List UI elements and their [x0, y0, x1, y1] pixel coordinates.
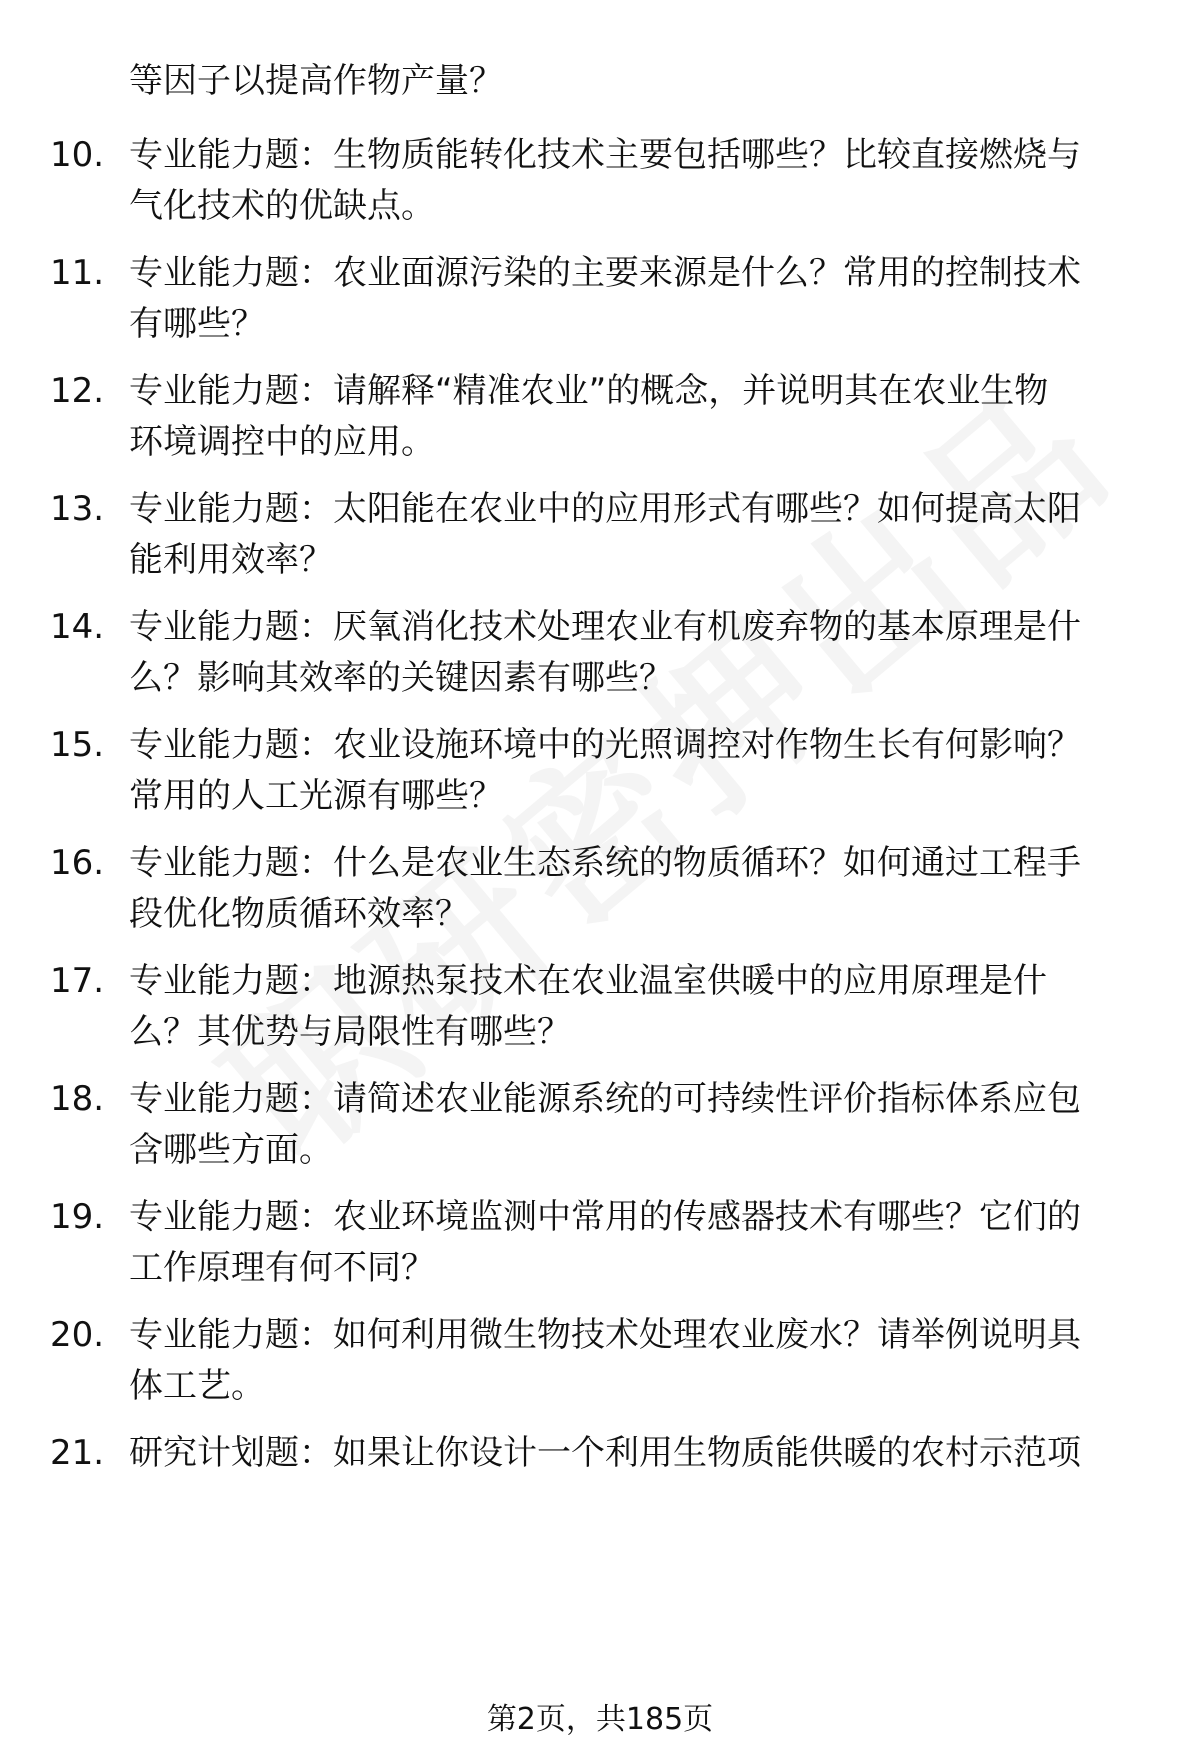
question-text — [129, 1310, 1139, 1412]
question-text-line: 专业能力题：太阳能在农业中的应用形式有哪些？如何提高太阳 — [129, 489, 1081, 529]
question-text-line: 专业能力题：什么是农业生态系统的物质循环？如何通过工程手 — [129, 843, 1081, 883]
question-number: 21. — [50, 1433, 105, 1473]
question-text-line: 专业能力题：请解释“精准农业”的概念，并说明其在农业生物 — [129, 371, 1049, 411]
question-number: 15. — [50, 725, 105, 765]
question-text-line: 专业能力题：生物质能转化技术主要包括哪些？比较直接燃烧与 — [129, 135, 1081, 175]
question-number: 12. — [50, 371, 105, 411]
question-text-line: 么？影响其效率的关键因素有哪些？ — [129, 658, 673, 698]
question-number: 18. — [50, 1079, 105, 1119]
question-text-line: 专业能力题：如何利用微生物技术处理农业废水？请举例说明具 — [129, 1315, 1081, 1355]
question-text-line: 专业能力题：请简述农业能源系统的可持续性评价指标体系应包 — [129, 1079, 1081, 1119]
question-text-line: 专业能力题：农业面源污染的主要来源是什么？常用的控制技术 — [129, 253, 1081, 293]
question-number: 11. — [50, 253, 105, 293]
question-text-line: 研究计划题：如果让你设计一个利用生物质能供暖的农村示范项 — [129, 1433, 1081, 1473]
question-text — [129, 602, 1139, 704]
question-text-line: 常用的人工光源有哪些？ — [129, 776, 503, 816]
question-text-line: 专业能力题：农业设施环境中的光照调控对作物生长有何影响？ — [129, 725, 1081, 765]
question-text-line: 环境调控中的应用。 — [129, 422, 435, 462]
question-number: 13. — [50, 489, 105, 529]
page-footer: 第2页，共185页 — [486, 1702, 714, 1737]
question-text-line: 专业能力题：农业环境监测中常用的传感器技术有哪些？它们的 — [129, 1197, 1081, 1237]
question-number: 20. — [50, 1315, 105, 1355]
question-text — [129, 130, 1139, 232]
question-text — [129, 484, 1139, 586]
question-text — [129, 366, 1139, 468]
question-text-line: 含哪些方面。 — [129, 1130, 333, 1170]
question-text-line: 体工艺。 — [129, 1366, 265, 1406]
question-text — [129, 1074, 1139, 1176]
question-number: 16. — [50, 843, 105, 883]
question-text-line: 专业能力题：地源热泵技术在农业温室供暖中的应用原理是什 — [129, 961, 1047, 1001]
question-text — [129, 838, 1139, 940]
question-number: 19. — [50, 1197, 105, 1237]
question-text-line: 段优化物质循环效率？ — [129, 894, 469, 934]
question-text-line: 么？其优势与局限性有哪些？ — [129, 1012, 571, 1052]
question-text-line: 气化技术的优缺点。 — [129, 186, 435, 226]
question-text-line: 专业能力题：厌氧消化技术处理农业有机废弃物的基本原理是什 — [129, 607, 1081, 647]
continuation-text: 等因子以提高作物产量？ — [129, 61, 503, 101]
question-text — [129, 248, 1139, 350]
question-text — [129, 1192, 1139, 1294]
question-text — [129, 720, 1139, 822]
question-text-line: 能利用效率？ — [129, 540, 333, 580]
question-text-line: 工作原理有何不同？ — [129, 1248, 435, 1288]
question-number: 10. — [50, 135, 105, 175]
question-number: 17. — [50, 961, 105, 1001]
question-text — [129, 956, 1139, 1058]
question-text-line: 有哪些？ — [129, 304, 265, 344]
question-number: 14. — [50, 607, 105, 647]
question-text — [129, 1428, 1139, 1479]
